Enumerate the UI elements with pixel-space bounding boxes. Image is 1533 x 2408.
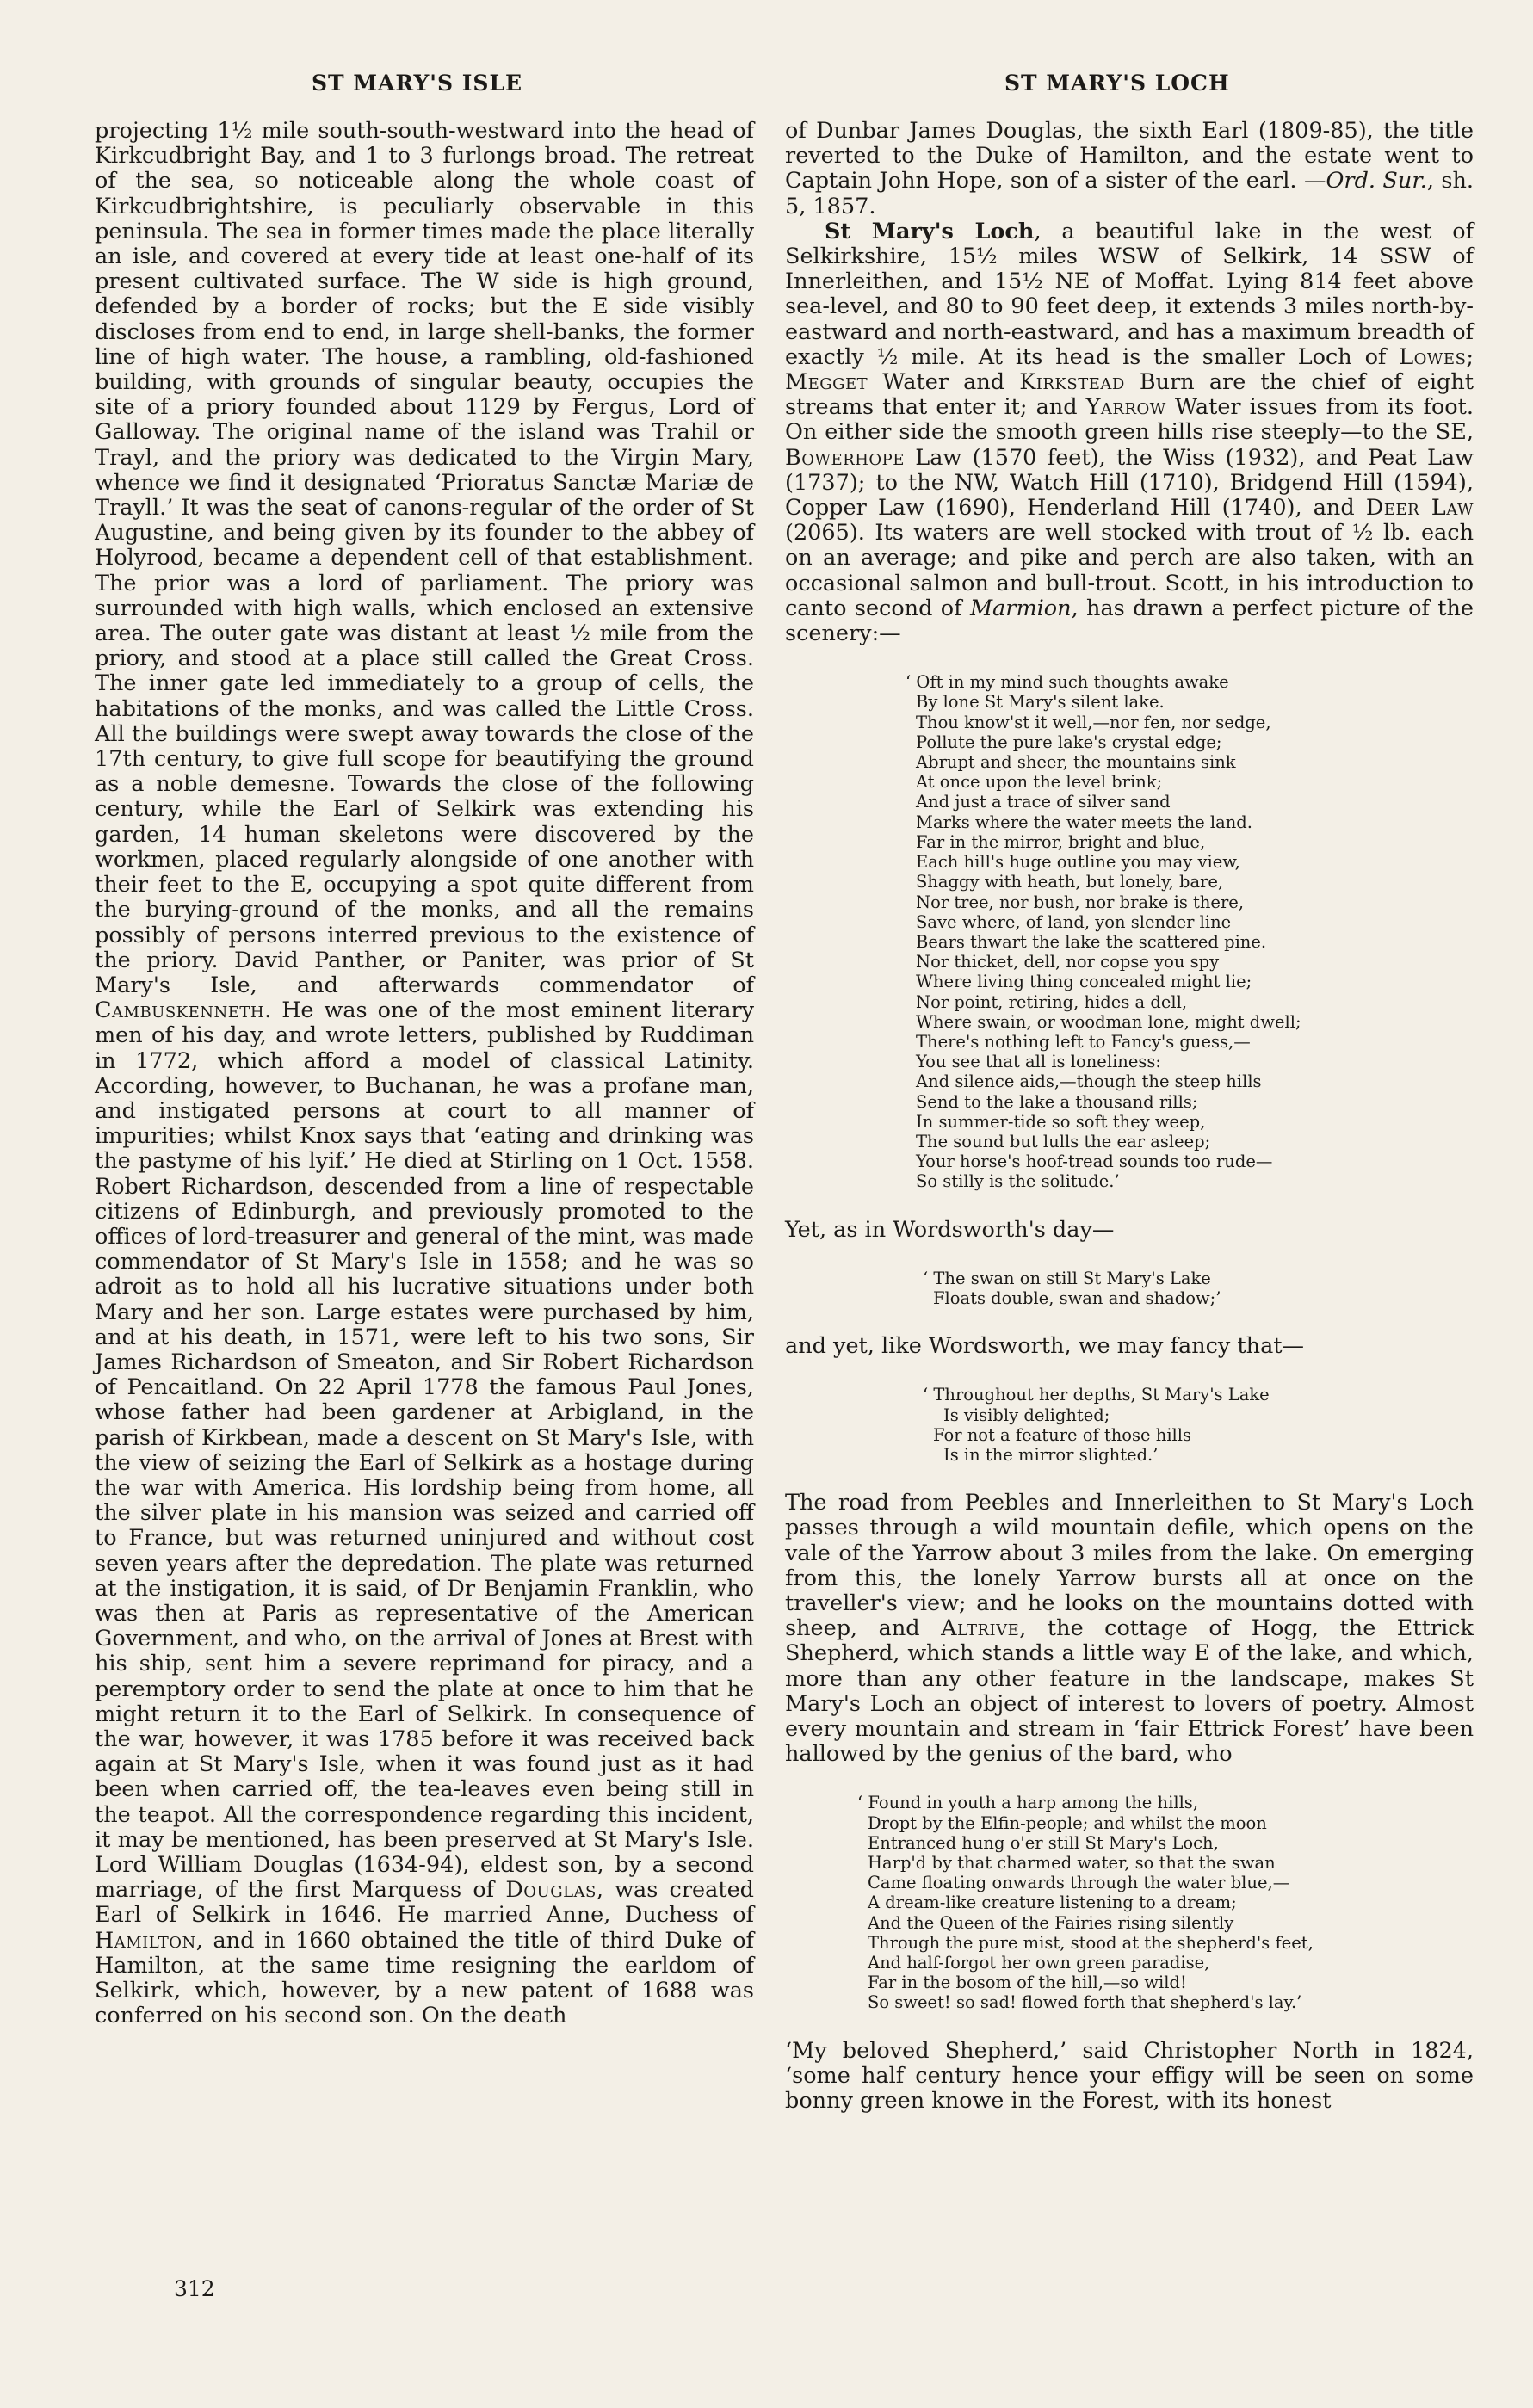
poem-line: And silence aids,—though the steep hills bbox=[916, 1071, 1262, 1092]
text-run: Water and bbox=[868, 369, 1020, 396]
poem-wordsworth-swan bbox=[923, 1269, 1474, 1308]
poem-line: Where swain, or woodman lone, might dwell; bbox=[916, 1011, 1301, 1032]
place-name-yarrow: Yarrow bbox=[1085, 394, 1166, 421]
place-name-kirkstead: Kirkstead bbox=[1019, 369, 1125, 396]
poem-line: Dropt by the Elfin-people; and whilst the moon bbox=[868, 1812, 1267, 1833]
text-run: , the cottage of Hogg, the Ettrick Shepherd, which stands a little way E of the lake, and which, more than any other feature in the landscape, makes St Mary's Loch an object of interest to lovers of poetry. Almost every mountain and stream in ‘fair Ettrick Forest’ have been hallowed by the genius of the bard, who bbox=[785, 1615, 1474, 1768]
place-name-bowerhope: Bowerhope bbox=[785, 444, 905, 471]
text-run: ; bbox=[1466, 343, 1474, 370]
poem-line: You see that all is loneliness: bbox=[916, 1052, 1161, 1072]
place-name-douglas: Douglas bbox=[505, 1877, 597, 1904]
poem-line: Through the pure mist, stood at the shepherd's feet, bbox=[868, 1932, 1314, 1953]
poem-line: Far in the mirror, bright and blue, bbox=[916, 831, 1206, 852]
poem-line: Marks where the water meets the land. bbox=[916, 812, 1252, 832]
poem-marmion-quote bbox=[906, 672, 1474, 1191]
text-run: . He was one of the most eminent literary men of his day, and wrote letters, published by Ruddiman in 1772, which afford a model of classical Latinity. According, however, to Buchanan, he was a profane man, and instigated persons at court to all manner of impurities; whilst Knox says that ‘eating and drinking was the pastyme of his lyif.’ He died at Stirling on 1 Oct. 1558. Robert Richardson, descended from a line of respectable citizens of Edinburgh, and previously promoted to the offices of lord-treasurer and general of the mint, was made commendator of St Mary's Isle in 1558; and he was so adroit as to hold all his lucrative situations under both Mary and her son. Large estates were purchased by him, and at his death, in 1571, were left to his two sons, Sir James Richardson of Smeaton, and Sir Robert Richardson of Pencaitland. On 22 April 1778 the famous Paul Jones, whose father had been gardener at Arbigland, in the parish of Kirkbean, made a descent on St Mary's Isle, with the view of seizing the Earl of Selkirk as a hostage during the war with America. His lordship being from home, all the silver plate in his mansion was seized and carried off to France, but was returned uninjured and without cost seven years after the depredation. The plate was returned at the instigation, it is said, of Dr Benjamin Franklin, who was then at Paris as representative of the American Government, and who, on the arrival of Jones at Brest with his ship, sent him a severe reprimand for piracy, and a peremptory order to send the plate at once to him that he might return it to the Earl of Selkirk. In consequence of the war, however, it was 1785 before it was received back again at St Mary's Isle, when it was found just as it had been when carried off, the tea-leaves even being still in the teapot. All the correspondence regarding this incident, it may be mentioned, has been preserved at St Mary's Isle. Lord William Douglas (1634-94), eldest son, by a second marriage, of the first Marquess of bbox=[95, 997, 754, 1904]
paragraph-christopher-north: ‘My beloved Shepherd,’ said Christopher North in 1824, ‘some half century hence your effigy will be seen on some bonny green knowe in the Forest, with its honest bbox=[785, 2037, 1474, 2115]
poem-line: Is visibly delighted; bbox=[943, 1405, 1110, 1425]
text-run: projecting 1½ mile south-south-westward into the head of Kirkcudbright Bay, and 1 to 3 furlongs broad. The retreat of the sea, so noticeable along the whole coast of Kirkcudbrightshire, is peculiarly observable in this peninsula. The sea in former times made the place literally an isle, and covered at every tide at least one-half of its present cultivated surface. The W side is high ground, defended by a border of rocks; but the E side visibly discloses from end to end, in large shell-banks, the former line of high water. The house, a rambling, old-fashioned building, with grounds of singular beauty, occupies the site of a priory founded about 1129 by Fergus, Lord of Galloway. The original name of the island was Trahil or Trayl, and the priory was dedicated to the Virgin Mary, whence we find it designated ‘Prioratus Sanctæ Mariæ de Trayll.’ It was the seat of canons-regular of the order of St Augustine, and being given by its founder to the abbey of Holyrood, became a dependent cell of that establishment. The prior was a lord of parliament. The priory was surrounded with high walls, which enclosed an extensive area. The outer gate was distant at least ½ mile from the priory, and stood at a place still called the Great Cross. The inner gate led immediately to a group of cells, the habitations of the monks, and was called the Little Cross. All the buildings were swept away towards the close of the 17th century, to give full scope for beautifying the ground as a noble demesne. Towards the close of the following century, while the Earl of Selkirk was extending his garden, 14 human skeletons were discovered by the workmen, placed regularly alongside of one another with their feet to the E, occupying a spot quite different from the burying-ground of the monks, and all the remains possibly of persons interred previous to the existence of the priory. David Panther, or Paniter, was prior of St Mary's Isle, and afterwards commendator of bbox=[95, 118, 754, 998]
poem-line: Far in the bosom of the hill,—so wild! bbox=[868, 1973, 1187, 1993]
entry-heading: St Mary's Loch bbox=[825, 218, 1035, 244]
poem-line: Save where, of land, yon slender line bbox=[916, 911, 1232, 932]
left-column bbox=[95, 119, 754, 2028]
place-name-altrive: Altrive bbox=[941, 1615, 1020, 1642]
place-name-megget: Megget bbox=[785, 369, 868, 396]
poem-line: And the Queen of the Fairies rising silently bbox=[868, 1912, 1234, 1933]
poem-line: Abrupt and sheer, the mountains sink bbox=[916, 752, 1236, 773]
poem-line: ‘ Found in youth a harp among the hills, bbox=[857, 1793, 1199, 1813]
place-name-cambuskenneth: Cambuskenneth bbox=[95, 997, 265, 1024]
poem-line: And just a trace of silver sand bbox=[916, 792, 1171, 812]
poem-line: Nor tree, nor bush, nor brake is there, bbox=[916, 892, 1245, 912]
poem-line: Came floating onwards through the water blue,— bbox=[868, 1873, 1290, 1893]
poem-line: Your horse's hoof-tread sounds too rude— bbox=[916, 1152, 1273, 1172]
page-number: 312 bbox=[174, 2276, 215, 2301]
poem-line: There's nothing left to Fancy's guess,— bbox=[916, 1031, 1251, 1052]
text-run: (2065). Its waters are well stocked with trout of ½ lb. each on an average; and pike and perch are also taken, with an occasional salmon and bull-trout. Scott, in his introduction to canto second of bbox=[785, 520, 1474, 621]
poem-line: Nor point, retiring, hides a dell, bbox=[916, 991, 1188, 1012]
poem-line: So stilly is the solitude.’ bbox=[916, 1171, 1120, 1192]
poem-line: Pollute the pure lake's crystal edge; bbox=[916, 732, 1222, 752]
text-run: , has drawn a perfect picture of the scenery:— bbox=[785, 595, 1474, 647]
poem-line: ‘ Throughout her depths, St Mary's Lake bbox=[923, 1385, 1270, 1405]
poem-line: Harp'd by that charmed water, so that the swan bbox=[868, 1853, 1276, 1874]
running-head-right: ST MARY'S LOCH bbox=[1004, 71, 1230, 96]
poem-line: By lone St Mary's silent lake. bbox=[916, 692, 1165, 713]
poem-harp-among-hills bbox=[857, 1793, 1474, 2012]
poem-line: Send to the lake a thousand rills; bbox=[916, 1091, 1198, 1112]
text-run: of Dunbar James Douglas, the sixth Earl (1809-85), the title reverted to the Duke of Hamilton, and the estate went to Captain John Hope, son of a sister of the earl. — bbox=[785, 118, 1474, 194]
work-title-marmion: Marmion bbox=[969, 595, 1072, 621]
poem-line: So sweet! so sad! flowed forth that shepherd's lay.’ bbox=[868, 1992, 1302, 2013]
poem-line: Floats double, swan and shadow;’ bbox=[933, 1287, 1221, 1308]
poem-line: Nor thicket, dell, nor copse you spy bbox=[916, 952, 1220, 972]
poem-line: Each hill's huge outline you may view, bbox=[916, 852, 1240, 873]
place-name-hamilton: Hamilton bbox=[95, 1927, 196, 1954]
paragraph-st-marys-loch bbox=[785, 219, 1474, 646]
place-name-deer-law: Deer Law bbox=[1365, 495, 1474, 522]
poem-wordsworth-depths bbox=[923, 1385, 1474, 1465]
poem-line: A dream-like creature listening to a dream; bbox=[868, 1892, 1237, 1913]
text-run: The road from Peebles and Innerleithen to St Mary's Loch passes through a wild mountain defile, which opens on the vale of the Yarrow about 3 miles from the lake. On emerging from this, the lonely Yarrow bursts all at once on the traveller's view; and he looks on the mountains dotted with sheep, and bbox=[785, 1490, 1474, 1642]
poem-line: For not a feature of those hills bbox=[933, 1424, 1192, 1445]
text-run: , and in 1660 obtained the title of third Duke of Hamilton, at the same time resigning the earldom of Selkirk, which, however, by a new patent of 1688 was conferred on his second son. On the death bbox=[95, 1927, 754, 2029]
running-head-left: ST MARY'S ISLE bbox=[312, 71, 523, 96]
poem-line: Where living thing concealed might lie; bbox=[916, 972, 1252, 992]
poem-line: Thou know'st it well,—nor fen, nor sedge, bbox=[916, 712, 1271, 732]
poem-line: In summer-tide so soft they weep, bbox=[916, 1111, 1206, 1132]
source-reference: Ord. Sur. bbox=[1326, 168, 1427, 194]
paragraph-road-and-hogg bbox=[785, 1491, 1474, 1767]
text-run: , sh. 5, 1857. bbox=[785, 168, 1474, 219]
paragraph-wordsworth-intro: Yet, as in Wordsworth's day— bbox=[785, 1216, 1115, 1243]
poem-line: At once upon the level brink; bbox=[916, 772, 1163, 793]
poem-line: Bears thwart the lake the scattered pine. bbox=[916, 931, 1267, 952]
text-run: Water issues from its foot. On either side the smooth green hills rise steeply—to the SE, bbox=[785, 394, 1474, 446]
poem-line: ‘ Oft in my mind such thoughts awake bbox=[906, 672, 1229, 693]
place-name-lowes: Lowes bbox=[1399, 343, 1467, 370]
paragraph-continuation bbox=[785, 119, 1474, 219]
text-run: , a beautiful lake in the west of Selkirkshire, 15½ miles WSW of Selkirk, 14 SSW of Innerleithen, and 15½ NE of Moffat. Lying 814 feet above sea-level, and 80 to 90 feet deep, it extends 3 miles north-by-eastward and north-eastward, and has a maximum breadth of exactly ½ mile. At its head is the smaller Loch of bbox=[785, 218, 1474, 370]
text-run: Burn are the chief of eight streams that enter it; and bbox=[785, 369, 1474, 421]
poem-line: And half-forgot her own green paradise, bbox=[868, 1953, 1210, 1973]
poem-line: Shaggy with heath, but lonely, bare, bbox=[916, 872, 1224, 892]
paragraph-st-marys-isle bbox=[95, 119, 754, 2028]
poem-line: ‘ The swan on still St Mary's Lake bbox=[923, 1268, 1211, 1288]
poem-line: Is in the mirror slighted.’ bbox=[943, 1444, 1159, 1465]
poem-line: The sound but lulls the ear asleep; bbox=[916, 1131, 1211, 1152]
right-column bbox=[785, 119, 1474, 2114]
paragraph-wordsworth-fancy: and yet, like Wordsworth, we may fancy that— bbox=[785, 1333, 1305, 1360]
poem-line: Entranced hung o'er still St Mary's Loch, bbox=[868, 1832, 1219, 1853]
text-run: , was created Earl of Selkirk in 1646. He married Anne, Duchess of bbox=[95, 1877, 754, 1929]
text-run: Law (1570 feet), the Wiss (1932), and Peat Law (1737); to the NW, Watch Hill (1710), Bridgend Hill (1594), Copper Law (1690), Henderland Hill (1740), and bbox=[785, 444, 1474, 522]
